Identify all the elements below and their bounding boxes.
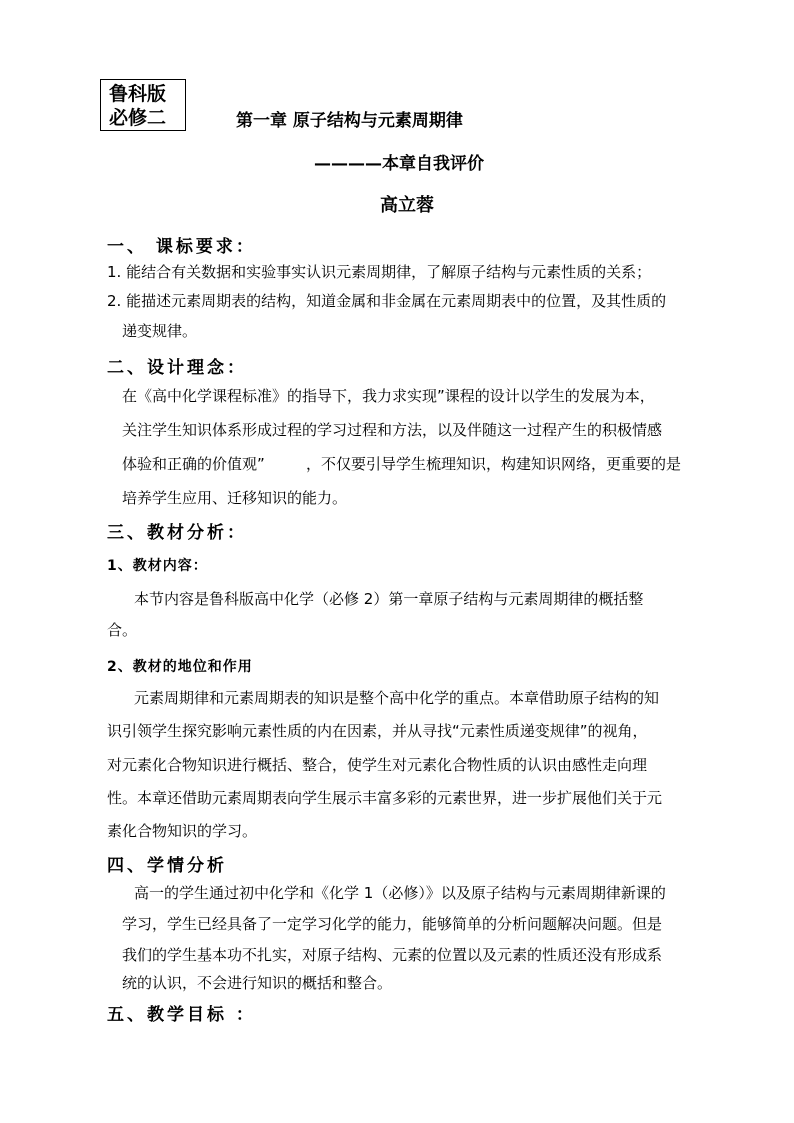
section4-line3: 我们的学生基本功不扎实，对原子结构、元素的位置以及元素的性质还没有形成系 [122,946,663,964]
section1-item2-line1: 2. 能描述元素周期表的结构，知道金属和非金属在元素周期表中的位置，及其性质的 [107,292,667,310]
section3-sub2-line1: 元素周期律和元素周期表的知识是整个高中化学的重点。本章借助原子结构的知 [134,689,660,707]
section3-sub2-heading: 2、教材的地位和作用 [107,659,253,675]
subtitle: ————本章自我评价 [314,154,484,174]
section2-line4: 培养学生应用、迁移知识的能力。 [122,489,348,507]
section5-heading: 五、教学目标 ： [107,1005,256,1025]
section3-sub2-line2: 识引领学生探究影响元素性质的内在因素，并从寻找“元素性质递变规律”的视角， [107,722,648,740]
section1-heading: 一、 课标要求： [107,237,256,257]
section2-line2: 关注学生知识体系形成过程的学习过程和方法，以及伴随这一过程产生的积极情感 [122,421,663,439]
chapter-title: 第一章 原子结构与元素周期律 [236,111,463,131]
section3-sub1-line1: 本节内容是鲁科版高中化学（必修 2）第一章原子结构与元素周期律的概括整 [134,590,644,608]
section3-sub2-line3: 对元素化合物知识进行概括、整合，使学生对元素化合物性质的认识由感性走向理 [107,756,648,774]
edition-badge-line2: 必修二 [109,107,167,129]
author: 高立蓉 [380,195,434,216]
section1-item2-line2: 递变规律。 [122,322,198,340]
section3-sub1-heading: 1、教材内容： [107,558,208,574]
section4-line2: 学习，学生已经具备了一定学习化学的能力，能够简单的分析问题解决问题。但是 [122,915,663,933]
section4-line1: 高一的学生通过初中化学和《化学 1（必修）》以及原子结构与元素周期律新课的 [134,884,666,902]
section2-heading: 二、设计理念： [107,358,247,378]
section3-sub1-line2: 合。 [107,621,138,639]
section3-sub2-line5: 素化合物知识的学习。 [107,822,258,840]
section3-sub2-line4: 性。本章还借助元素周期表向学生展示丰富多彩的元素世界，进一步扩展他们关于元 [107,789,663,807]
section4-line4: 统的认识，不会进行知识的概括和整合。 [122,974,393,992]
section2-line3a: 体验和正确的价值观” [122,455,265,473]
section2-line3b: ，不仅要引导学生梳理知识，构建知识网络，更重要的是 [306,455,682,473]
section1-item1: 1. 能结合有关数据和实验事实认识元素周期律，了解原子结构与元素性质的关系； [107,263,652,281]
section2-line1: 在《高中化学课程标准》的指导下，我力求实现”课程的设计以学生的发展为本， [122,387,655,405]
section4-heading: 四、学情分析 [107,856,227,876]
section3-heading: 三、教材分析： [107,523,247,543]
edition-badge [100,79,186,131]
edition-badge-line1: 鲁科版 [109,83,167,105]
